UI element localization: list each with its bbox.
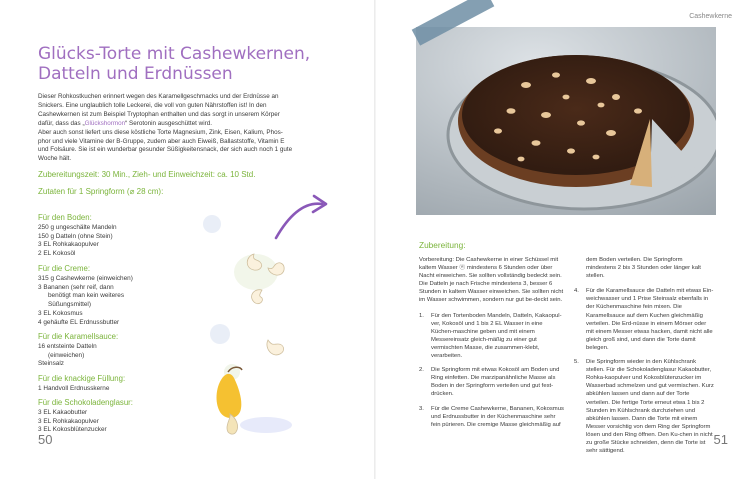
section-heading: Für den Boden: xyxy=(38,213,92,222)
step-number: 4. xyxy=(574,288,579,295)
method-heading: Zubereitung: xyxy=(419,240,466,250)
ingredient-item: 3 EL Kakaobutter xyxy=(38,409,88,416)
running-head: Cashewkerne xyxy=(689,13,732,20)
step-number: 3. xyxy=(419,405,424,412)
arrow-icon xyxy=(276,204,322,238)
recipe-title-line1: Glücks-Torte mit Cashewkernen, xyxy=(38,44,311,64)
ingredient-item: 2 EL Kokosöl xyxy=(38,250,76,258)
ingredient-item: 150 g Datteln (ohne Stein) xyxy=(38,232,113,240)
section-heading: Für die Karamellsauce: xyxy=(38,332,119,341)
intro-line xyxy=(38,120,296,129)
cashew-icon xyxy=(267,340,284,355)
step-number: 2. xyxy=(419,367,424,374)
cashew-illustration xyxy=(196,180,356,440)
method-step xyxy=(419,366,565,398)
ingredient-item: 3 EL Kokosmus xyxy=(38,309,83,317)
intro-line: Snickers. Eine unglaublich tolle Leckerei, die voll von guten Nährstoffen ist! In den xyxy=(38,101,267,109)
section-filling xyxy=(38,374,125,394)
ingredient-item: Steinsalz xyxy=(38,360,64,368)
method-column-1 xyxy=(419,256,565,435)
method-column-2 xyxy=(574,256,714,461)
preparation-text: Vorbereitung: Die Cashewkerne in einer Schüssel mit kaltem Wasser ⓦ mindestens 6 Stunden oder über Nacht einweichen. Sie sollten vollständig bedeckt sein. Die Datteln je nach Frische mindestens 3, besser 6 Stunden in kaltem Wasser einweichen. Sie sollten nicht im Wasser schwimmen, sondern nur gut be-deckt sein. xyxy=(419,257,564,304)
intro-line: und Folsäure. Sie ist ein wunderbar gesunder Süßigkeitensnack, der sich auch noch 1 gute xyxy=(38,146,293,154)
ingredient-item: 250 g ungeschälte Mandeln xyxy=(38,224,117,231)
dot-decoration xyxy=(240,417,292,433)
highlight-term: Glückshormon xyxy=(84,119,126,127)
intro-text xyxy=(38,93,296,164)
intro-line: Cashewkernen ist zum Beispiel Tryptophan enthalten und das sorgt in unserem Körper xyxy=(38,110,280,118)
intro-line-post: “ Serotonin ausgeschüttet wird. xyxy=(125,119,212,127)
left-page xyxy=(0,0,374,479)
ingredient-item: 3 EL Kokosblütenzucker xyxy=(38,426,107,434)
section-heading: Für die Creme: xyxy=(38,264,90,273)
ingredient-item: (einweichen) xyxy=(48,351,85,359)
method-step xyxy=(419,312,565,361)
intro-line-pre: dafür, dass das „ xyxy=(38,119,85,127)
step-text: Die Springform wieder in den Kühlschrank stellen. Für die Schokoladenglasur Kakaobutter, Rohka-kaopulver und Kokosblütenzucker im Wasserbad schmelzen und gut vermischen. Kurz abkühlen lassen und dann auf der Torte verteilen. Die fertige Torte erneut etwa 1 bis 2 Stunden im Kühlschrank durchziehen und abkühlen lassen. Dann die Torte mit einem Messer vorsichtig von dem Ring der Springform lösen und den Ring öffnen. Den Ku-chen in nicht zu große Stücke schneiden, denn die Torte ist sehr sättigend. xyxy=(586,359,714,455)
section-heading: Für die Schokoladenglasur: xyxy=(38,398,133,407)
step-text: Für den Tortenboden Mandeln, Datteln, Kakaopul-ver, Kokosöl und 1 bis 2 EL Wasser in eine Küchen-maschine geben und mit einem Messereinsatz gleich-mäßig zu einer gut vermischten Masse, die zusammen-klebt, verarbeiten. xyxy=(431,312,562,360)
section-cream xyxy=(38,264,133,327)
step-continuation: dem Boden verteilen. Die Springform mindestens 2 bis 3 Stunden oder länger kalt stellen. xyxy=(586,257,701,280)
section-heading: Für die knackige Füllung: xyxy=(38,374,126,383)
cashew-apple-icon xyxy=(217,374,242,418)
method-step xyxy=(574,287,714,352)
method-step xyxy=(574,358,714,455)
recipe-title-line2: Datteln und Erdnüssen xyxy=(38,64,233,84)
step-number: 5. xyxy=(574,359,579,366)
page-number-left: 50 xyxy=(38,432,53,447)
cake-photo xyxy=(416,27,716,215)
ingredients-heading: Zutaten für 1 Springform (⌀ 28 cm): xyxy=(38,187,164,196)
section-base xyxy=(38,213,117,259)
prep-time: Zubereitungszeit: 30 Min., Zieh- und Einweichzeit: ca. 10 Std. xyxy=(38,170,256,179)
ingredient-item: 3 EL Rohkakaopulver xyxy=(38,417,99,425)
ingredient-item: 4 gehäufte EL Erdnussbutter xyxy=(38,318,120,326)
recipe-title xyxy=(38,44,310,84)
ingredient-item: 3 EL Rohkakaopulver xyxy=(38,241,99,249)
ingredient-item: 16 entsteinte Datteln xyxy=(38,343,97,350)
cake-image xyxy=(416,27,716,215)
step-text: Für die Creme Cashewkerne, Bananen, Kokosmus und Erdnussbutter in der Küchenmaschine sehr fein pürieren. Die cremige Masse gleichmäßig auf xyxy=(431,405,564,428)
right-page xyxy=(376,0,750,479)
intro-line: Aber auch sonst liefert uns diese köstliche Torte Magnesium, Zink, Eisen, Kalium, Phos- xyxy=(38,128,283,136)
intro-line: phor und viele Vitamine der B-Gruppe, zudem aber auch Eiweiß, Ballaststoffe, Vitamin E xyxy=(38,137,285,145)
ingredient-item: 315 g Cashewkerne (einweichen) xyxy=(38,275,133,282)
step-number: 1. xyxy=(419,312,424,319)
ingredient-item: 1 Handvoll Erdnusskerne xyxy=(38,385,110,392)
intro-line: Woche hält. xyxy=(38,155,72,163)
method-step xyxy=(419,405,565,429)
section-caramel xyxy=(38,332,118,369)
step-text: Die Springform mit etwas Kokosöl am Boden und Ring einfetten. Die marzipanähnliche Masse als Boden in der Springform verteilen und gut fest-drücken. xyxy=(431,367,560,398)
ingredient-item: Süßungsmittel) xyxy=(48,301,91,309)
section-glaze xyxy=(38,398,133,435)
page-number-right: 51 xyxy=(713,432,728,447)
dot-decoration xyxy=(210,324,230,344)
ingredient-item: benötigt man kein weiteres xyxy=(48,292,125,300)
dot-decoration xyxy=(203,215,221,233)
cashew-icon xyxy=(252,290,263,304)
step-text: Für die Karamellsauce die Datteln mit etwas Ein-weichwasser und 1 Prise Steinsalz ebenfalls in der Küchenmaschine fein mixen. Die Karamellsauce auf dem Kuchen gleichmäßig verteilen. Die Erd-nüsse in einem Mörser oder mit einem Messer etwas hacken, damit nicht alle gleich groß sind, und dann die Torte damit belegen. xyxy=(586,288,714,351)
intro-line: Dieser Rohkostkuchen erinnert wegen des Karamellgeschmacks und der Erdnüsse an xyxy=(38,93,279,100)
ingredient-item: 3 Bananen (sehr reif, dann xyxy=(38,283,114,291)
